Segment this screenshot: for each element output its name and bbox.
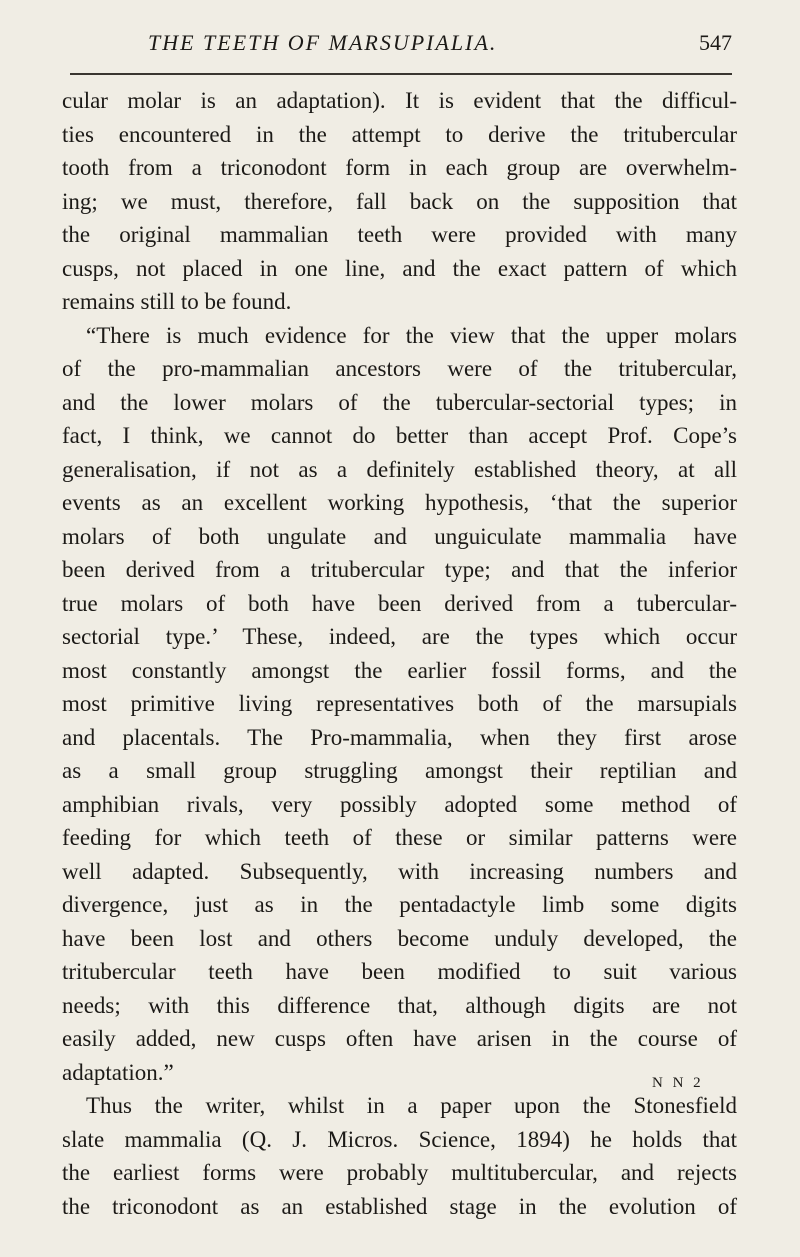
text-line: of the pro-mammalian ancestors were of the tritubercular,: [62, 356, 737, 381]
text-line: and placentals. The Pro-mammalia, when they first arose: [62, 724, 737, 750]
text-line: “There is much evidence for the view that the upper molars: [86, 322, 737, 348]
running-head: [70, 30, 732, 58]
body-text: [62, 84, 737, 1223]
text-line: been derived from a tritubercular type; and that the inferior: [62, 557, 737, 582]
text-line: the earliest forms were probably multitubercular, and rejects: [62, 1160, 737, 1185]
text-line: events as an excellent working hypothesis, ‘that the superior: [62, 490, 737, 515]
text-line: divergence, just as in the pentadactyle limb some digits: [62, 892, 737, 917]
text-line: cusps, not placed in one line, and the exact pattern of which: [62, 255, 737, 281]
text-line: most primitive living representatives both of the marsupials: [62, 691, 737, 716]
text-line: Thus the writer, whilst in a paper upon the Stonesfield: [86, 1093, 737, 1118]
text-line: fact, I think, we cannot do better than accept Prof. Cope’s: [62, 423, 737, 448]
text-line: remains still to be found.: [62, 289, 292, 314]
header-rule: [70, 73, 732, 75]
running-title: THE TEETH OF MARSUPIALIA.: [148, 30, 498, 55]
text-line: needs; with this difference that, although digits are not: [62, 992, 737, 1018]
text-line: and the lower molars of the tubercular-sectorial types; in: [62, 389, 737, 415]
page-number: 547: [699, 30, 732, 55]
text-line: as a small group struggling amongst their reptilian and: [62, 758, 737, 783]
text-line: ties encountered in the attempt to derive the tritubercular: [62, 121, 737, 147]
text-line: most constantly amongst the earlier fossil forms, and the: [62, 657, 737, 683]
text-line: adaptation.”: [62, 1059, 174, 1085]
text-line: have been lost and others become unduly developed, the: [62, 925, 737, 951]
text-line: tritubercular teeth have been modified to suit various: [62, 959, 737, 984]
text-line: the triconodont as an established stage in the evolution of: [62, 1193, 737, 1219]
text-line: cular molar is an adaptation). It is evident that the difficul-: [62, 88, 737, 113]
signature-mark: N N 2: [652, 1075, 704, 1091]
text-line: ing; we must, therefore, fall back on the supposition that: [62, 188, 737, 214]
text-line: feeding for which teeth of these or similar patterns were: [62, 825, 737, 850]
text-line: generalisation, if not as a definitely established theory, at all: [62, 456, 737, 482]
text-line: the original mammalian teeth were provided with many: [62, 222, 737, 247]
text-line: sectorial type.’ These, indeed, are the types which occur: [62, 624, 737, 649]
text-line: true molars of both have been derived from a tubercular-: [62, 590, 737, 616]
text-line: molars of both ungulate and unguiculate mammalia have: [62, 523, 737, 549]
text-line: amphibian rivals, very possibly adopted some method of: [62, 791, 737, 817]
text-line: well adapted. Subsequently, with increasing numbers and: [62, 858, 737, 884]
text-line: slate mammalia (Q. J. Micros. Science, 1894) he holds that: [62, 1126, 737, 1152]
text-line: tooth from a triconodont form in each group are overwhelm-: [62, 155, 737, 180]
text-line: easily added, new cusps often have arisen in the course of: [62, 1026, 737, 1051]
